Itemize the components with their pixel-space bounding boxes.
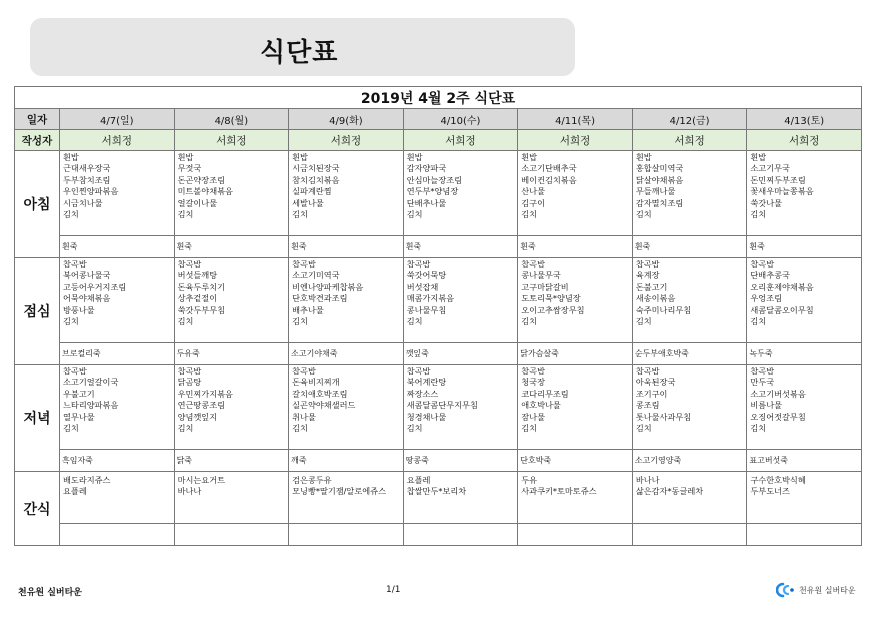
menu-item: 김치 (177, 209, 194, 220)
meal-cell (632, 258, 747, 365)
menu-item: 찹곡밥 (750, 366, 775, 376)
meal-row (15, 258, 862, 365)
meal-cell (518, 365, 633, 472)
meal-cell (632, 472, 747, 546)
meal-row (15, 472, 862, 546)
menu-item: 시금치나물 (63, 197, 103, 208)
menu-item: 새송이볶음 (635, 293, 676, 304)
menu-item: 쑥갓어묵탕 (406, 270, 447, 281)
porridge-item: 흰죽 (289, 235, 403, 257)
menu-item: 돈육두루치기 (177, 281, 226, 292)
day-header: 4/10(수) (403, 109, 518, 130)
meal-cell (632, 365, 747, 472)
meal-cell (174, 365, 289, 472)
menu-item: 고등어우거지조림 (63, 281, 127, 292)
author-row (15, 130, 862, 151)
meal-cell (403, 151, 518, 258)
menu-item: 찹곡밥 (63, 366, 87, 376)
meal-row (15, 151, 862, 258)
menu-item: 우불고기 (63, 388, 95, 399)
menu-item: 소고기미역국 (292, 270, 340, 281)
meal-cell (174, 258, 289, 365)
menu-item: 김치 (635, 316, 652, 327)
menu-item: 북어계란탕 (406, 377, 447, 388)
menu-item: 청경채나물 (406, 411, 447, 422)
meal-cell (289, 472, 404, 546)
empty-subcell (289, 523, 403, 545)
week-title-row (15, 87, 862, 109)
menu-item: 마시는요거트 (177, 475, 226, 485)
menu-item: 오징어젓갈무침 (750, 411, 806, 422)
menu-item: 연두부*양념장 (406, 186, 459, 197)
menu-item: 모닝빵*딸기잼/알로에쥬스 (292, 486, 386, 497)
menu-item: 단호박견과조림 (292, 293, 348, 304)
menu-item: 육계장 (635, 270, 660, 281)
menu-item: 두부도너즈 (750, 486, 790, 497)
menu-item: 연근땅콩조림 (177, 400, 226, 411)
meal-label: 점심 (15, 258, 60, 365)
porridge-item: 브로컬리죽 (60, 342, 174, 364)
page-title: 식단표 (260, 38, 339, 68)
menu-item: 김치 (292, 423, 308, 434)
menu-item: 김치 (177, 316, 194, 327)
week-title: 2019년 4월 2주 식단표 (15, 87, 862, 109)
empty-subcell (747, 523, 861, 545)
day-header: 4/7(일) (60, 109, 175, 130)
menu-item: 찹쌀만두*보리차 (406, 486, 467, 497)
menu-item: 무들깨나물 (635, 186, 676, 197)
menu-item: 시금치된장국 (292, 163, 340, 174)
menu-item: 소고기얼갈이국 (63, 377, 119, 388)
menu-item: 꽃새우마늘쫑볶음 (750, 186, 814, 197)
meal-cell (174, 151, 289, 258)
menu-item: 김치 (63, 316, 79, 327)
menu-item: 버섯들깨탕 (177, 270, 218, 281)
menu-item: 흰밥 (750, 152, 767, 162)
menu-item: 새콤달콤오이무침 (750, 304, 814, 315)
menu-item: 두유 (521, 475, 538, 485)
menu-item: 청국장 (521, 377, 545, 388)
menu-item: 김치 (635, 423, 652, 434)
menu-item: 돈불고기 (635, 281, 668, 292)
menu-item: 소고기버섯볶음 (750, 388, 806, 399)
menu-item: 홍합살미역국 (635, 163, 684, 174)
menu-item: 오리훈제야채볶음 (750, 281, 814, 292)
menu-item: 찹곡밥 (406, 366, 431, 376)
menu-item: 느타리양파볶음 (63, 400, 119, 411)
menu-item: 배추나물 (292, 304, 324, 315)
logo-icon (776, 582, 796, 598)
menu-item: 열무나물 (63, 411, 95, 422)
menu-item: 김치 (292, 316, 308, 327)
menu-item: 닭곰탕 (177, 377, 202, 388)
menu-item: 단배추나물 (406, 197, 447, 208)
menu-item: 단배추콩국 (750, 270, 790, 281)
porridge-item: 소고기야채죽 (289, 342, 403, 364)
logo (776, 582, 856, 598)
menu-item: 세발나물 (292, 197, 324, 208)
menu-item: 흰밥 (635, 152, 652, 162)
menu-item: 얼갈이나물 (177, 197, 218, 208)
porridge-item: 순두부애호박죽 (633, 342, 747, 364)
menu-item: 김구이 (521, 197, 545, 208)
meal-cell (60, 365, 175, 472)
porridge-item: 녹두죽 (747, 342, 861, 364)
meal-label: 간식 (15, 472, 60, 546)
menu-item: 콩나물무침 (406, 304, 447, 315)
porridge-item: 흰죽 (175, 235, 289, 257)
meal-cell (174, 472, 289, 546)
meal-cell (518, 151, 633, 258)
menu-item: 콩나물무국 (521, 270, 561, 281)
menu-item: 김치 (635, 209, 652, 220)
menu-item: 김치 (406, 316, 423, 327)
menu-item: 사과쿠키*토마토쥬스 (521, 486, 597, 497)
day-header: 4/12(금) (632, 109, 747, 130)
menu-item: 찹곡밥 (292, 366, 316, 376)
meal-cell (403, 472, 518, 546)
menu-item: 근대새우장국 (63, 163, 111, 174)
meal-cell (632, 151, 747, 258)
menu-item: 김치 (521, 316, 538, 327)
menu-item: 톳나물사과무침 (635, 411, 692, 422)
menu-item: 소고기무국 (750, 163, 790, 174)
menu-item: 비엔나양파케찹볶음 (292, 281, 364, 292)
meal-cell (518, 258, 633, 365)
menu-item: 요플레 (63, 486, 87, 497)
menu-item: 코다리무조림 (521, 388, 569, 399)
menu-item: 아욱된장국 (635, 377, 676, 388)
page-number: 1/1 (386, 585, 401, 595)
menu-item: 우인찐양파볶음 (63, 186, 119, 197)
author-name: 서희정 (174, 130, 289, 151)
author-name: 서희정 (632, 130, 747, 151)
menu-item: 닭살야채볶음 (635, 174, 684, 185)
porridge-item: 표고버섯죽 (747, 449, 861, 471)
day-header: 4/11(목) (518, 109, 633, 130)
menu-item: 김치 (406, 209, 423, 220)
menu-item: 감자멸치조림 (635, 197, 684, 208)
menu-item: 김치 (63, 209, 79, 220)
meal-cell (403, 365, 518, 472)
menu-item: 김치 (406, 423, 423, 434)
menu-item: 요플레 (406, 475, 431, 485)
author-name: 서희정 (289, 130, 404, 151)
day-header: 4/9(화) (289, 109, 404, 130)
menu-item: 짜장소스 (406, 388, 439, 399)
meal-cell (747, 365, 862, 472)
menu-item: 흰밥 (63, 152, 79, 162)
author-label: 작성자 (15, 130, 60, 151)
porridge-item: 흰죽 (747, 235, 861, 257)
porridge-item: 소고기영양죽 (633, 449, 747, 471)
empty-subcell (633, 523, 747, 545)
menu-item: 만두국 (750, 377, 775, 388)
porridge-item: 흰죽 (518, 235, 632, 257)
day-header-row (15, 109, 862, 130)
meal-cell (403, 258, 518, 365)
menu-item: 북어콩나물국 (63, 270, 111, 281)
meal-cell (289, 258, 404, 365)
menu-item: 돈민찌두부조림 (750, 174, 806, 185)
meal-cell (60, 472, 175, 546)
meal-plan-table (14, 86, 862, 546)
menu-item: 오이고추쌈장무침 (521, 304, 585, 315)
porridge-item: 두유죽 (175, 342, 289, 364)
menu-item: 갈치애호박조림 (292, 388, 348, 399)
menu-item: 김치 (63, 423, 79, 434)
menu-item: 찹곡밥 (750, 259, 775, 269)
porridge-item: 깨죽 (289, 449, 403, 471)
menu-item: 실곤약야채샐러드 (292, 400, 356, 411)
menu-item: 김치 (521, 423, 538, 434)
menu-item: 숙주미나리무침 (635, 304, 692, 315)
meal-cell (747, 472, 862, 546)
menu-item: 감자양파국 (406, 163, 447, 174)
menu-item: 흰밥 (292, 152, 308, 162)
menu-item: 양념깻잎지 (177, 411, 218, 422)
menu-item: 잠나물 (521, 411, 545, 422)
meal-cell (747, 151, 862, 258)
menu-item: 취나물 (292, 411, 316, 422)
day-header: 4/13(토) (747, 109, 862, 130)
empty-subcell (518, 523, 632, 545)
porridge-item: 흰죽 (633, 235, 747, 257)
menu-item: 우민찌가지볶음 (177, 388, 233, 399)
day-header: 4/8(월) (174, 109, 289, 130)
meal-cell (289, 151, 404, 258)
menu-item: 김치 (521, 209, 538, 220)
menu-item: 실파계란찜 (292, 186, 332, 197)
menu-item: 김치 (292, 209, 308, 220)
meal-cell (518, 472, 633, 546)
menu-item: 김치 (750, 316, 767, 327)
menu-item: 애호박나물 (521, 400, 561, 411)
logo-text: 천유원 실버타운 (799, 585, 856, 595)
porridge-item: 닭죽 (175, 449, 289, 471)
meal-cell (60, 258, 175, 365)
menu-item: 바나나 (177, 486, 202, 497)
author-name: 서희정 (403, 130, 518, 151)
meal-cell (289, 365, 404, 472)
menu-item: 베이컨김치볶음 (521, 174, 577, 185)
menu-item: 어묵야채볶음 (63, 293, 111, 304)
menu-item: 방풍나물 (63, 304, 95, 315)
menu-item: 쑥갓두부무침 (177, 304, 226, 315)
menu-item: 소고기단배추국 (521, 163, 577, 174)
menu-item: 무젓국 (177, 163, 202, 174)
menu-item: 찹곡밥 (177, 366, 202, 376)
menu-item: 찹곡밥 (406, 259, 431, 269)
menu-item: 도토리묵*양념장 (521, 293, 581, 304)
footer-org: 천유원 실버타운 (18, 588, 82, 598)
menu-item: 고구마닭갈비 (521, 281, 569, 292)
menu-item: 새콤달콤단무지무침 (406, 400, 478, 411)
menu-item: 배도라지쥬스 (63, 475, 111, 485)
porridge-item: 단호박죽 (518, 449, 632, 471)
meal-label: 아침 (15, 151, 60, 258)
porridge-item: 흰죽 (60, 235, 174, 257)
porridge-item: 흑임자죽 (60, 449, 174, 471)
meal-label: 저녁 (15, 365, 60, 472)
menu-item: 김치 (750, 209, 767, 220)
menu-item: 우엉조림 (750, 293, 783, 304)
menu-item: 김치 (750, 423, 767, 434)
menu-item: 매콤가지볶음 (406, 293, 455, 304)
menu-item: 콩조림 (635, 400, 660, 411)
menu-item: 흰밥 (177, 152, 194, 162)
menu-item: 구수한호박식혜 (750, 475, 806, 485)
menu-item: 쑥갓나물 (750, 197, 783, 208)
menu-item: 김치 (177, 423, 194, 434)
day-label: 일자 (15, 109, 60, 130)
menu-item: 찹곡밥 (63, 259, 87, 269)
author-name: 서희정 (60, 130, 175, 151)
author-name: 서희정 (747, 130, 862, 151)
menu-item: 조기구이 (635, 388, 668, 399)
meal-cell (60, 151, 175, 258)
menu-item: 찹곡밥 (521, 366, 545, 376)
menu-item: 상추겉절이 (177, 293, 218, 304)
menu-item: 흰밥 (521, 152, 538, 162)
menu-item: 안심마늘장조림 (406, 174, 463, 185)
empty-subcell (60, 523, 174, 545)
porridge-item: 깻잎죽 (404, 342, 518, 364)
porridge-item: 땅콩죽 (404, 449, 518, 471)
porridge-item: 흰죽 (404, 235, 518, 257)
meal-cell (747, 258, 862, 365)
menu-item: 돈곤약장조림 (177, 174, 226, 185)
menu-item: 돈육비지찌개 (292, 377, 340, 388)
menu-item: 산나물 (521, 186, 545, 197)
menu-item: 흰밥 (406, 152, 423, 162)
title-banner (30, 18, 575, 76)
empty-subcell (175, 523, 289, 545)
porridge-item: 닭가슴살죽 (518, 342, 632, 364)
menu-item: 찹곡밥 (292, 259, 316, 269)
menu-item: 찹곡밥 (521, 259, 545, 269)
menu-item: 버섯잡채 (406, 281, 439, 292)
menu-item: 참치김치볶음 (292, 174, 340, 185)
menu-item: 찹곡밥 (635, 259, 660, 269)
menu-item: 미트볼야채볶음 (177, 186, 233, 197)
menu-item: 비름나물 (750, 400, 783, 411)
menu-item: 삶은감자*동글레차 (635, 486, 704, 497)
menu-item: 두부참치조림 (63, 174, 111, 185)
meal-row (15, 365, 862, 472)
empty-subcell (404, 523, 518, 545)
menu-item: 찹곡밥 (635, 366, 660, 376)
menu-item: 검은콩두유 (292, 475, 332, 485)
author-name: 서희정 (518, 130, 633, 151)
menu-item: 찹곡밥 (177, 259, 202, 269)
menu-item: 바나나 (635, 475, 660, 485)
